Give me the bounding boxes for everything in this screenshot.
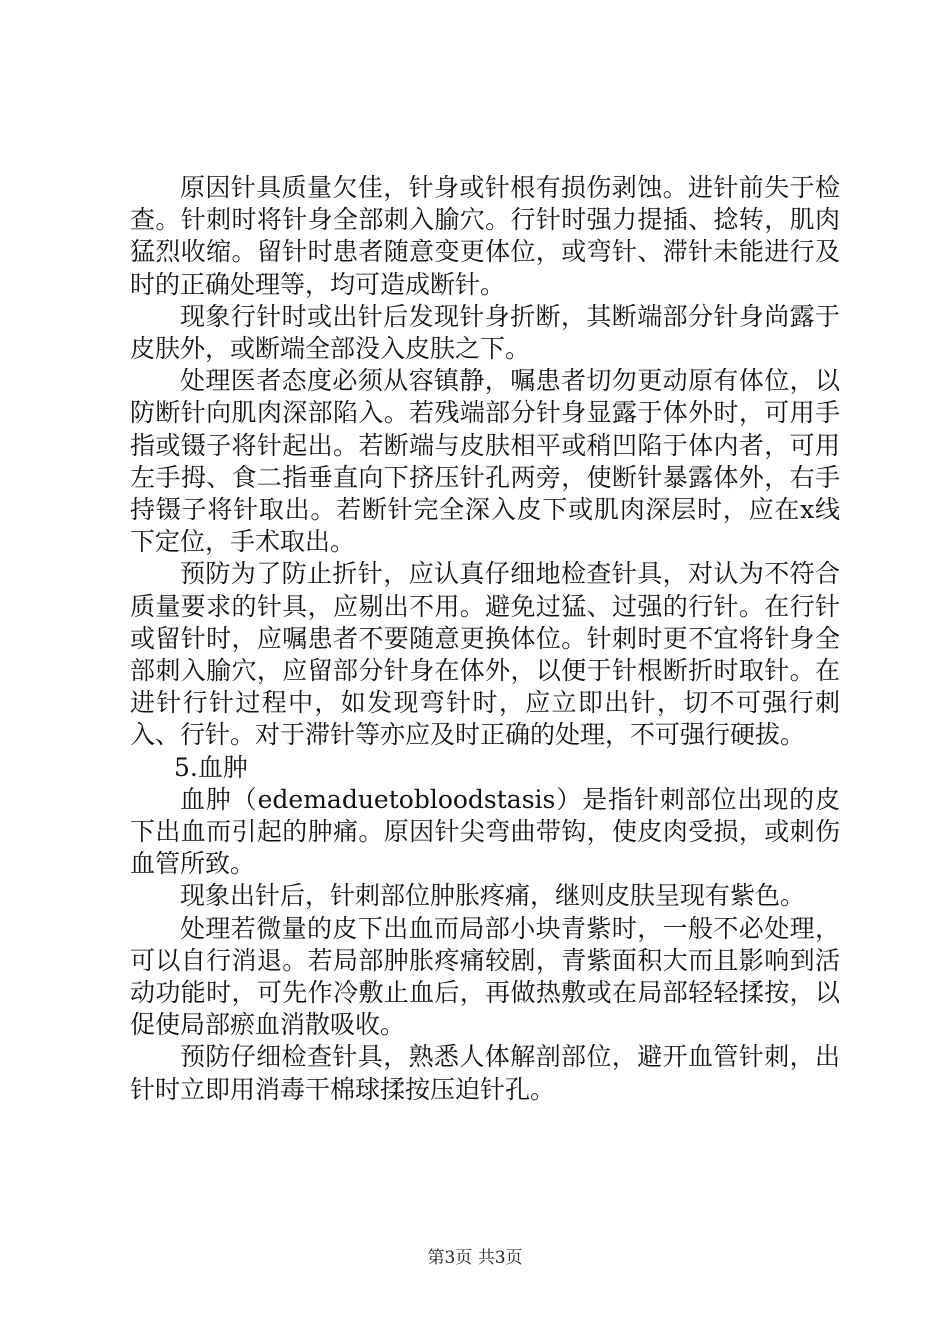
- paragraph-treatment: 处理医者态度必须从容镇静，嘱患者切勿更动原有体位，以防断针向肌肉深部陷入。若残端部分针身显露于体外时，可用手指或镊子将针起出。若断端与皮肤相平或稍凹陷于体内者，可用左手拇、食二指垂直向下挤压针孔两旁，使断针暴露体外，右手持镊子将针取出。若断针完全深入皮下或肌肉深层时，应在x线下定位，手术取出。: [130, 366, 840, 557]
- page-number: 第3页 共3页: [427, 1248, 523, 1268]
- paragraph-cause: 原因针具质量欠佳，针身或针根有损伤剥蚀。进针前失于检查。针刺时将针身全部刺入腧穴。行针时强力提插、捻转，肌肉猛烈收缩。留针时患者随意变更体位，或弯针、滞针未能进行及时的正确处理等，均可造成断针。: [130, 173, 840, 299]
- paragraph-hematoma-definition: 血肿（edemaduetobloodstasis）是指针刺部位出现的皮下出血而引起的肿痛。原因针尖弯曲带钩，使皮肉受损，或刺伤血管所致。: [130, 784, 840, 879]
- paragraph-symptom: 现象行针时或出针后发现针身折断，其断端部分针身尚露于皮肤外，或断端全部没入皮肤之下。: [130, 301, 840, 364]
- paragraph-prevention: 预防为了防止折针，应认真仔细地检查针具，对认为不符合质量要求的针具，应剔出不用。避免过猛、过强的行针。在行针或留针时，应嘱患者不要随意更换体位。针刺时更不宜将针身全部刺入腧穴，应留部分针身在体外，以便于针根断折时取针。在进针行针过程中，如发现弯针时，应立即出针，切不可强行刺入、行针。对于滞针等亦应及时正确的处理，不可强行硬拔。: [130, 559, 840, 750]
- page-footer: [0, 1243, 950, 1268]
- paragraph-hematoma-symptom: 现象出针后，针刺部位肿胀疼痛，继则皮肤呈现有紫色。: [180, 881, 806, 911]
- section-heading-hematoma: 5.血肿: [174, 752, 248, 782]
- body-text: [130, 172, 840, 1106]
- paragraph-hematoma-treatment: 处理若微量的皮下出血而局部小块青紫时，一般不必处理，可以自行消退。若局部肿胀疼痛较剧，青紫面积大而且影响到活动功能时，可先作冷敷止血后，再做热敷或在局部轻轻揉按，以促使局部瘀血消散吸收。: [130, 913, 840, 1040]
- paragraph-hematoma-prevention: 预防仔细检查针具，熟悉人体解剖部位，避开血管针刺，出针时立即用消毒干棉球揉按压迫针孔。: [130, 1042, 840, 1104]
